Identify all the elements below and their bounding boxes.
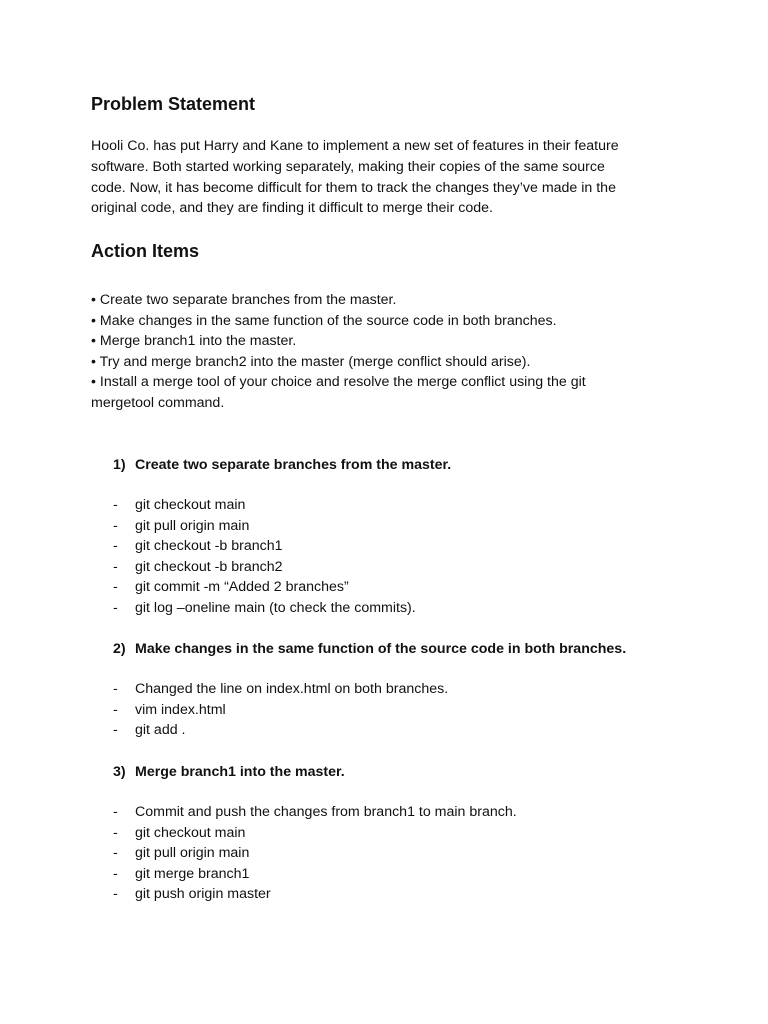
paragraph-line: code. Now, it has become difficult for them to track the changes they’ve made in the xyxy=(91,179,616,196)
action-item-continuation: mergetool command. xyxy=(91,394,225,411)
dash-marker: - xyxy=(113,804,118,820)
list-item-text: git checkout -b branch1 xyxy=(135,538,283,555)
dash-marker: - xyxy=(113,558,118,575)
action-item: • Create two separate branches from the master. xyxy=(91,292,397,308)
dash-marker: - xyxy=(113,824,118,841)
step-1-title xyxy=(113,455,451,475)
problem-statement-paragraph xyxy=(91,136,671,219)
step-3-title xyxy=(113,762,345,782)
list-item-text: git checkout main xyxy=(135,497,246,513)
action-item: • Merge branch1 into the master. xyxy=(91,333,297,350)
list-item xyxy=(113,679,713,700)
step-1-list xyxy=(113,495,713,619)
step-title-text: Create two separate branches from the master. xyxy=(135,457,452,473)
dash-marker: - xyxy=(113,538,118,555)
dash-marker: - xyxy=(113,865,118,882)
list-item-text: git merge branch1 xyxy=(135,865,250,882)
list-item xyxy=(113,823,713,844)
action-items-list xyxy=(91,290,691,414)
list-item xyxy=(113,700,713,721)
list-item-text: Commit and push the changes from branch1 to main branch. xyxy=(135,804,517,820)
step-2-list xyxy=(113,679,713,741)
step-number: 2) xyxy=(113,641,126,657)
paragraph-line: software. Both started working separately, making their copies of the same source xyxy=(91,158,605,175)
step-number: 3) xyxy=(113,764,126,780)
dash-marker: - xyxy=(113,701,118,718)
paragraph-line: original code, and they are finding it difficult to merge their code. xyxy=(91,200,493,217)
list-item xyxy=(113,536,713,557)
step-3-list xyxy=(113,802,713,905)
list-item-text: git add . xyxy=(135,722,186,739)
list-item xyxy=(113,884,713,905)
dash-marker: - xyxy=(113,517,118,534)
list-item xyxy=(113,577,713,598)
list-item-text: git push origin master xyxy=(135,886,271,903)
dash-marker: - xyxy=(113,599,118,616)
paragraph-line: Hooli Co. has put Harry and Kane to implement a new set of features in their feature xyxy=(91,138,619,154)
list-item xyxy=(113,598,713,619)
list-item xyxy=(113,516,713,537)
dash-marker: - xyxy=(113,722,118,739)
list-item-text: vim index.html xyxy=(135,701,226,718)
list-item xyxy=(113,802,713,823)
action-item: • Try and merge branch2 into the master (merge conflict should arise). xyxy=(91,353,531,370)
list-item xyxy=(113,720,713,741)
dash-marker: - xyxy=(113,497,118,513)
list-item-text: git pull origin main xyxy=(135,517,250,534)
list-item xyxy=(113,557,713,578)
list-item-text: git commit -m “Added 2 branches” xyxy=(135,579,349,596)
step-title-text: Make changes in the same function of the source code in both branches. xyxy=(135,641,627,657)
dash-marker: - xyxy=(113,579,118,596)
action-item: • Install a merge tool of your choice and resolve the merge conflict using the git xyxy=(91,374,586,391)
step-number: 1) xyxy=(113,457,126,473)
list-item-text: git pull origin main xyxy=(135,845,250,862)
list-item-text: git checkout -b branch2 xyxy=(135,558,283,575)
step-2-title xyxy=(113,639,626,659)
dash-marker: - xyxy=(113,681,118,697)
list-item xyxy=(113,843,713,864)
list-item-text: git log –oneline main (to check the commits). xyxy=(135,599,416,616)
list-item-text: Changed the line on index.html on both branches. xyxy=(135,681,449,697)
problem-statement-heading: Problem Statement xyxy=(91,94,256,114)
dash-marker: - xyxy=(113,886,118,903)
action-items-heading: Action Items xyxy=(91,241,200,261)
list-item-text: git checkout main xyxy=(135,824,246,841)
list-item xyxy=(113,495,713,516)
action-item: • Make changes in the same function of the source code in both branches. xyxy=(91,312,557,329)
dash-marker: - xyxy=(113,845,118,862)
list-item xyxy=(113,864,713,885)
step-title-text: Merge branch1 into the master. xyxy=(135,764,345,780)
